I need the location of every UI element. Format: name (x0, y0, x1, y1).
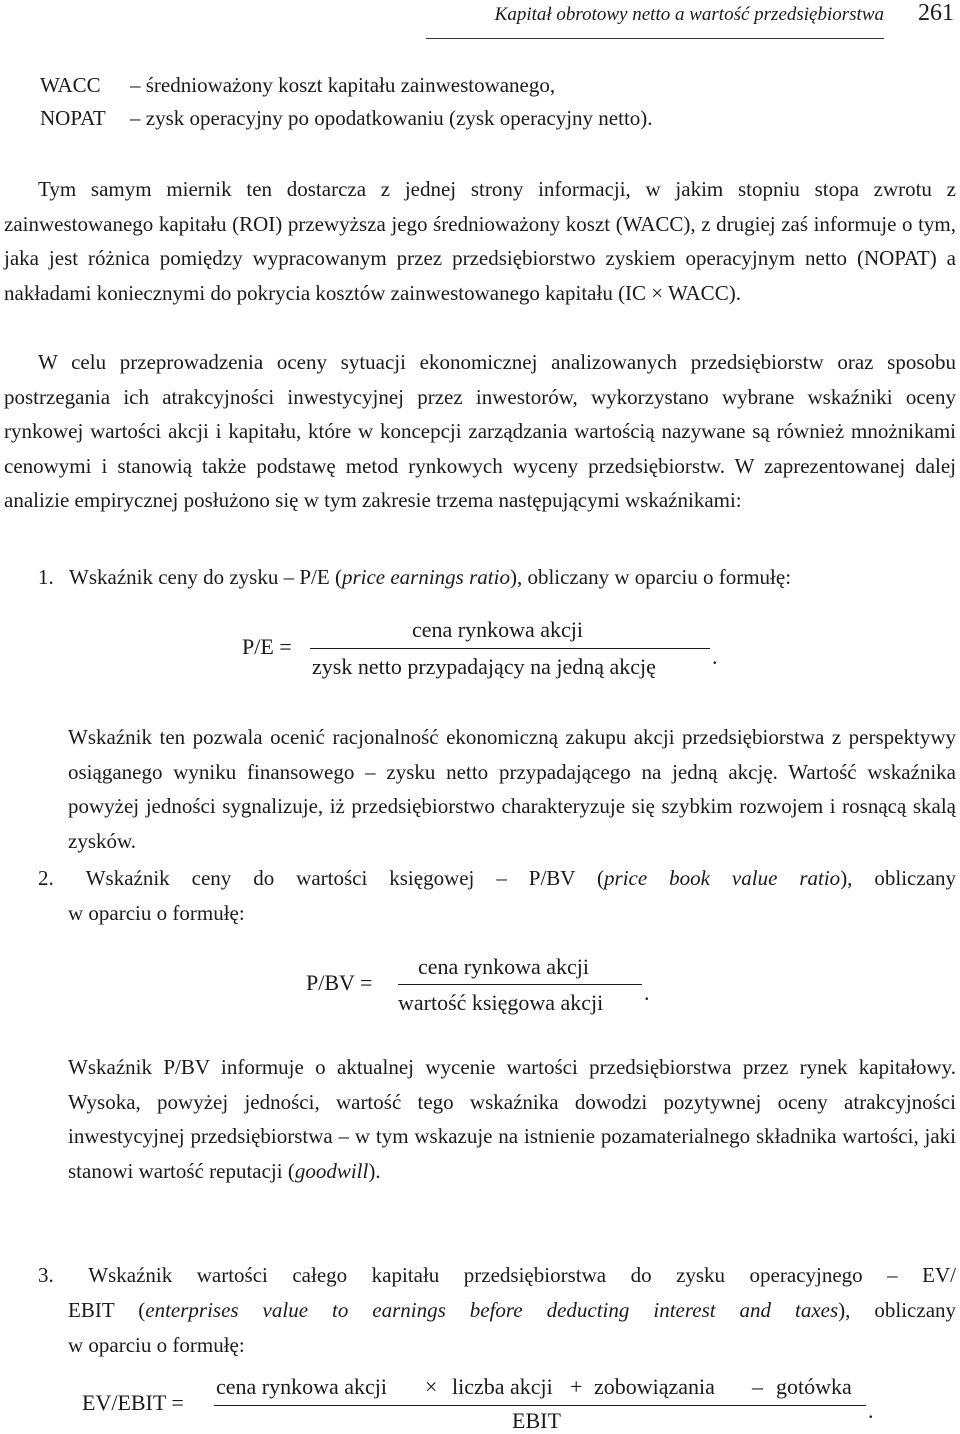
list-number: 3. (38, 1263, 54, 1287)
list-item-italic: price earnings ratio (341, 565, 510, 589)
list-item-3 (38, 1258, 956, 1293)
running-title: Kapitał obrotowy netto a wartość przedsiębiorstwa (494, 4, 884, 25)
formula-period: . (868, 1398, 874, 1423)
list-item-2-line2: w oparciu o formułę: (68, 901, 245, 925)
list-item-text: Wskaźnik wartości całego kapitału przedsiębiorstwa do zysku operacyjnego – EV/ (88, 1263, 956, 1287)
running-header (0, 0, 960, 40)
list-item-text-end: ), obliczany w oparciu o formułę: (509, 565, 792, 589)
list-item-3-line2 (68, 1293, 956, 1328)
list-item-3-line3: w oparciu o formułę: (68, 1333, 245, 1357)
list-number: 2. (38, 866, 54, 890)
list-item-text: EBIT ( (68, 1298, 146, 1322)
formula-denominator: wartość księgowa akcji (398, 990, 604, 1015)
fraction-line (398, 984, 642, 985)
explanation-text: Wskaźnik P/BV informuje o aktualnej wycenie wartości przedsiębiorstwa przez rynek kapitałowy. Wysoka, powyżej jedności, wartość tego wskaźnika dowodzi pozytywnej oceny atrakcyjności inwestycyjnej przedsiębiorstwa – w tym wskazuje na istnienie pozamaterialnego składnika wartości, jaki stanowi wartość reputacji ( (68, 1055, 956, 1183)
formula-lhs: P/BV = (306, 970, 373, 995)
formula-period: . (712, 644, 718, 669)
formula-plus-sign: + (570, 1374, 583, 1399)
list-number: 1. (38, 565, 54, 589)
list-item-text-end: ), obliczany (838, 1298, 957, 1322)
list-item-italic: enterprises value to earnings before deducting interest and taxes (145, 1298, 839, 1322)
definition-wacc (40, 70, 555, 100)
formula-denominator: EBIT (512, 1408, 561, 1433)
list-item-italic: price book value ratio (604, 866, 841, 890)
list-item-text: Wskaźnik ceny do wartości księgowej – P/BV ( (85, 866, 605, 890)
formula-denominator: zysk netto przypadający na jedną akcję (312, 654, 656, 679)
formula-numerator: cena rynkowa akcji (418, 954, 590, 979)
fraction-line (310, 648, 710, 649)
item-2-explanation (68, 1050, 956, 1188)
header-rule (426, 38, 884, 39)
explanation-text-end: ). (368, 1158, 381, 1183)
paragraph-1: Tym samym miernik ten dostarcza z jednej strony informacji, w jakim stopniu stopa zwrotu z zainwestowanego kapitału (ROI) przewyższa jego średnioważony koszt (WACC), z drugiej zaś informuje o tym, jaka jest różnica pomiędzy wypracowanym przez przedsiębiorstwo zyskiem operacyjnym netto (NOPAT) a nakładami koniecznymi do pokrycia kosztów zainwestowanego kapitału (IC × WACC). (4, 177, 956, 305)
definition-dash: – (130, 73, 141, 97)
formula-times-sign: × (425, 1374, 438, 1399)
definition-nopat (40, 103, 653, 133)
formula-numerator-part-4: gotówka (776, 1374, 852, 1399)
formula-numerator-part-2: liczba akcji (452, 1374, 553, 1399)
formula-numerator: cena rynkowa akcji (412, 617, 584, 642)
page-number: 261 (918, 0, 954, 26)
list-item-2 (38, 861, 956, 896)
fraction-line (214, 1405, 866, 1406)
formula-numerator-part-1: cena rynkowa akcji (216, 1374, 388, 1399)
formula-period: . (644, 980, 650, 1005)
definition-dash: – (130, 106, 141, 130)
item-1-explanation: Wskaźnik ten pozwala ocenić racjonalność ekonomiczną zakupu akcji przedsiębiorstwa z perspektywy osiąganego wyniku finansowego – zysku netto przypadającego na jedną akcję. Wartość wskaźnika powyżej jedności sygnalizuje, iż przedsiębiorstwo charakteryzuje się szybkim rozwojem i rosnącą skalą zysków. (68, 725, 956, 853)
formula-lhs: EV/EBIT = (82, 1390, 184, 1415)
formula-lhs: P/E = (242, 634, 292, 659)
list-item-text: Wskaźnik ceny do zysku – P/E ( (69, 565, 342, 589)
paragraph-2: W celu przeprowadzenia oceny sytuacji ekonomicznej analizowanych przedsiębiorstw oraz sposobu postrzegania ich atrakcyjności inwestycyjnej przez inwestorów, wykorzystano wybrane wskaźniki oceny rynkowej wartości akcji i kapitału, które w koncepcji zarządzania wartością nazywane są również mnożnikami cenowymi i stanowią także podstawę metod rynkowych wyceny przedsiębiorstw. W zaprezentowanej dalej analizie empirycznej posłużono się w tym zakresie trzema następującymi wskaźnikami: (4, 350, 956, 513)
list-item-text-end: ), obliczany (840, 866, 957, 890)
formula-numerator-part-3: zobowiązania (594, 1374, 715, 1399)
formula-minus-sign: – (752, 1374, 763, 1399)
definition-text: średnioważony koszt kapitału zainwestowanego, (145, 73, 556, 97)
definition-text: zysk operacyjny po opodatkowaniu (zysk operacyjny netto). (145, 106, 653, 130)
definition-term: NOPAT (40, 106, 106, 130)
explanation-italic: goodwill (294, 1158, 369, 1183)
list-item-1 (38, 560, 791, 595)
definition-term: WACC (40, 73, 101, 97)
